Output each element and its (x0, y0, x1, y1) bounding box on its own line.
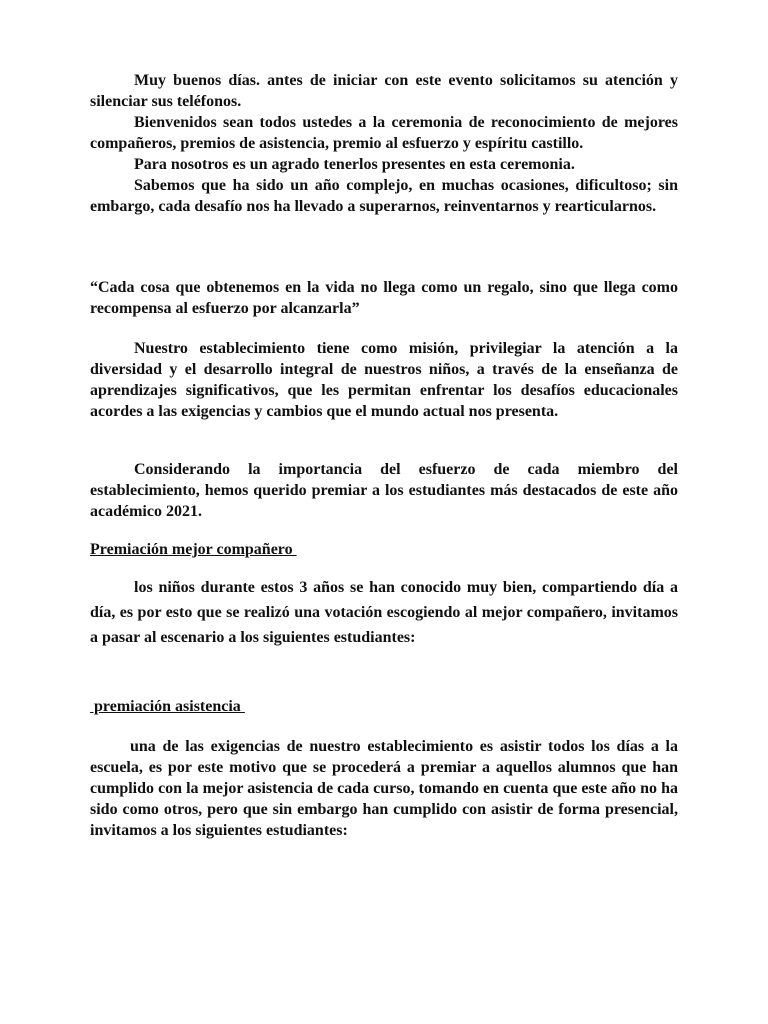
considering-paragraph: Considerando la importancia del esfuerzo de cada miembro del establecimiento, hemos querido premiar a los estudiantes más destacados de este año académico 2021. (90, 461, 678, 520)
companion-award-heading: Premiación mejor compañero (90, 541, 297, 558)
mission-paragraph: Nuestro establecimiento tiene como misión, privilegiar la atención a la diversidad y el desarrollo integral de nuestros niños, a través de la enseñanza de aprendizajes significativos, que les permitan enfrentar los desafíos educacionales acordes a las exigencias y cambios que el mundo actual nos presenta. (90, 340, 678, 420)
companion-award-section (90, 575, 678, 650)
intro-section (90, 70, 678, 217)
attendance-award-paragraph: una de las exigencias de nuestro establecimiento es asistir todos los días a la escuela, es por este motivo que se procederá a premiar a aquellos alumnos que han cumplido con la mejor asistencia de cada curso, tomando en cuenta que este año no ha sido como otros, pero que sin embargo han cumplido con asistir de forma presencial, invitamos a los siguientes estudiantes: (90, 738, 678, 839)
mission-section (90, 338, 678, 422)
pleasure-paragraph: Para nosotros es un agrado tenerlos presentes en esta ceremonia. (134, 156, 575, 173)
greeting-paragraph: Muy buenos días. antes de iniciar con este evento solicitamos su atención y silenciar sus teléfonos. (90, 72, 678, 110)
attendance-award-heading: premiación asistencia (90, 698, 245, 715)
companion-award-paragraph: los niños durante estos 3 años se han conocido muy bien, compartiendo día a día, es por esto que se realizó una votación escogiendo al mejor compañero, invitamos a pasar al escenario a los siguientes estudiantes: (90, 579, 678, 646)
quote-section (90, 277, 678, 319)
difficult-year-paragraph: Sabemos que ha sido un año complejo, en muchas ocasiones, dificultoso; sin embargo, cada desafío nos ha llevado a superarnos, reinventarnos y rearticularnos. (90, 177, 678, 215)
considering-section (90, 459, 678, 522)
quote-paragraph: “Cada cosa que obtenemos en la vida no llega como un regalo, sino que llega como recompensa al esfuerzo por alcanzarla” (90, 279, 678, 317)
welcome-paragraph: Bienvenidos sean todos ustedes a la ceremonia de reconocimiento de mejores compañeros, premios de asistencia, premio al esfuerzo y espíritu castillo. (90, 114, 678, 152)
attendance-award-section (90, 736, 678, 841)
